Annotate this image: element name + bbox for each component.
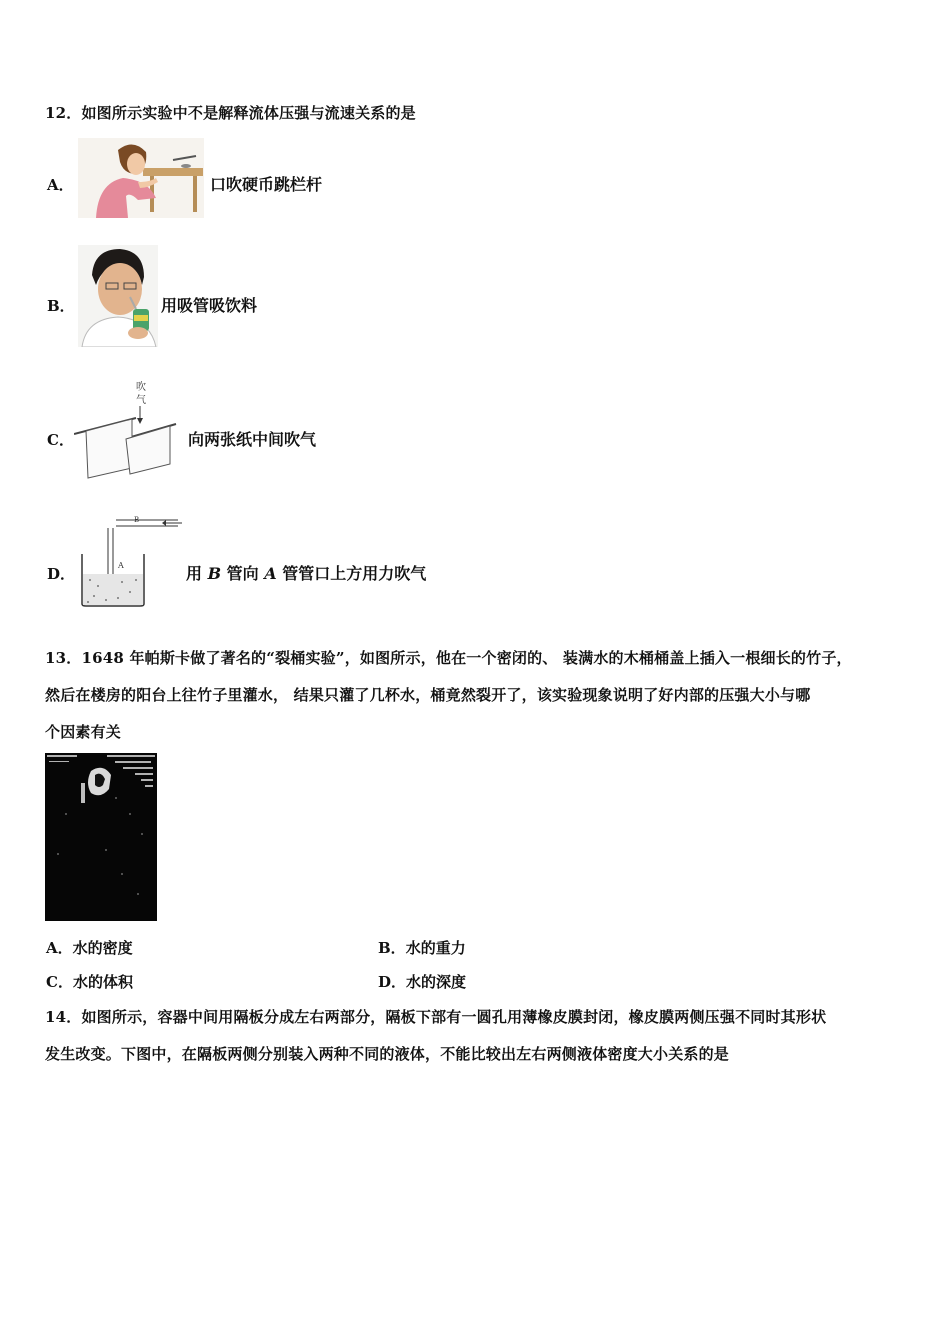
- q12-option-d-text: [186, 561, 426, 584]
- q12-figure-d-tubes-beaker: [78, 510, 184, 608]
- q12-figure-c-label-blow2: 气: [136, 395, 146, 406]
- q13-option-d: [378, 971, 466, 992]
- q12-figure-c-two-papers: [74, 378, 184, 480]
- q12-option-d-letter: D．: [47, 565, 76, 583]
- q12-option-d-text-part1: 用: [186, 564, 208, 583]
- q12-option-b-letter: B．: [47, 297, 75, 315]
- q13-option-c-letter: C．: [46, 973, 73, 991]
- q13-stem-line2: 然后在楼房的阳台上往竹子里灌水， 结果只灌了几杯水，桶竟然裂开了，该实验现象说明了好内部的压强大小与哪: [45, 686, 811, 704]
- q12-figure-b-drinking-straw: [78, 245, 158, 347]
- q12-figure-d-label-b: B: [134, 516, 140, 524]
- q13-option-c-text: 水的体积: [72, 973, 133, 991]
- q14-stem-line1: 14．如图所示，容器中间用隔板分成左右两部分，隔板下部有一圆孔用薄橡皮膜封闭，橡皮膜两侧压强不同时其形状: [45, 1008, 827, 1026]
- q12-figure-d-label-a: A: [118, 561, 124, 570]
- q12-option-c-text: 向两张纸中间吹气: [188, 430, 317, 449]
- q13-option-a: [46, 937, 133, 958]
- q14-stem-line2: 发生改变。下图中，在隔板两侧分别装入两种不同的液体，不能比较出左右两侧液体密度大小关系的是: [45, 1045, 730, 1063]
- q13-option-b-letter: B．: [378, 939, 406, 957]
- q12-option-c-letter: C．: [47, 431, 74, 449]
- q13-stem-line3: 个因素有关: [45, 723, 122, 741]
- q12-option-a-text: 口吹硬币跳栏杆: [210, 175, 323, 194]
- q13-option-b-text: 水的重力: [405, 939, 466, 957]
- q12-stem: 12．如图所示实验中不是解释流体压强与流速关系的是: [45, 104, 416, 122]
- q12-option-d-text-b: B: [207, 564, 222, 583]
- q13-option-a-letter: A．: [46, 939, 73, 957]
- q12-figure-c-label-blow1: 吹: [136, 382, 146, 393]
- q12-option-d-text-part2: 管向: [221, 564, 265, 583]
- q12-figure-a-coin-jump: [78, 138, 204, 218]
- q12-option-d-text-a: A: [264, 564, 277, 583]
- q12-option-b-text: 用吸管吸饮料: [161, 296, 258, 315]
- q13-option-d-letter: D．: [378, 973, 407, 991]
- q13-option-d-text: 水的深度: [406, 973, 467, 991]
- q12-option-d-text-part3: 管管口上方用力吹气: [276, 564, 427, 583]
- q13-option-b: [378, 937, 466, 958]
- q13-figure-barrel-experiment: [45, 753, 157, 921]
- q13-stem-line1: 13．1648 年帕斯卡做了著名的“裂桶实验”，如图所示，他在一个密闭的、 装满水的木桶桶盖上插入一根细长的竹子，: [45, 649, 852, 667]
- q13-option-a-text: 水的密度: [72, 939, 133, 957]
- q12-option-a-letter: A．: [47, 176, 74, 194]
- q13-option-c: [46, 971, 133, 992]
